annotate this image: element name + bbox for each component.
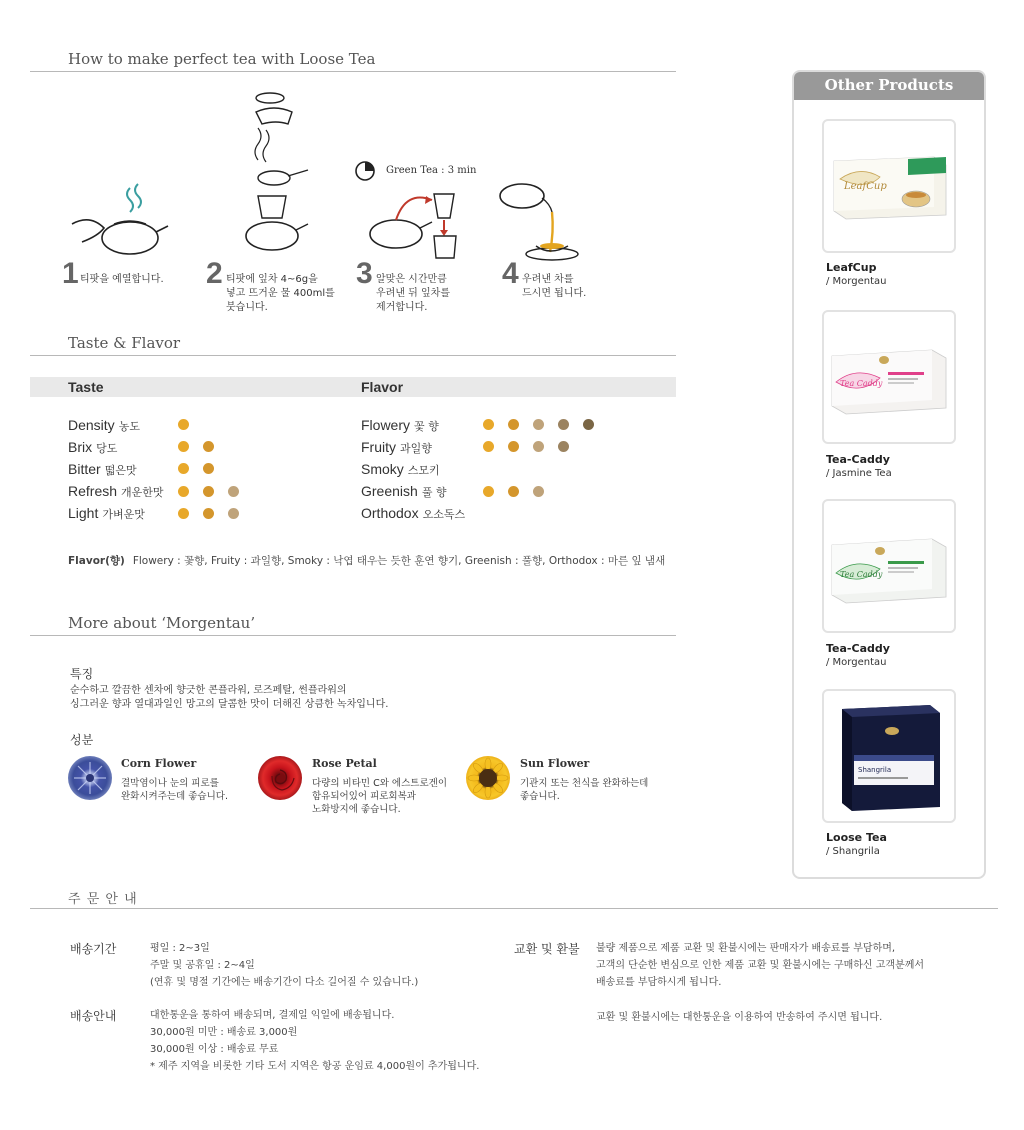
taste-light-row [68, 505, 145, 522]
how-to-divider [30, 71, 676, 72]
exchange-line-3: 배송료를 부담하시게 됩니다. [596, 977, 722, 988]
exchange-line-1: 불량 제품으로 제품 교환 및 환불시에는 판매자가 배송료를 부담하며, [596, 943, 896, 954]
how-to-title: How to make perfect tea with Loose Tea [68, 50, 376, 68]
rating-dot [203, 508, 214, 519]
product-teacaddy-morgentau-name[interactable]: Tea-Caddy [826, 642, 890, 655]
sun-flower-image [466, 756, 510, 800]
taste-light-label: Light [68, 505, 99, 521]
delivery-guide-line-4: * 제주 지역을 비롯한 기타 도서 지역은 항공 운임료 4,000원이 추가됩니다. [150, 1061, 480, 1072]
product-teacaddy-morgentau-thumbnail[interactable] [822, 499, 956, 633]
rating-dot [203, 463, 214, 474]
exchange-note: 교환 및 환불시에는 대한통운을 이용하여 반송하여 주시면 됩니다. [596, 1012, 883, 1023]
order-info-title: 주 문 안 내 [68, 892, 138, 907]
taste-bitter-row [68, 461, 137, 478]
flavor-orthodox-row [361, 505, 465, 522]
flavor-smoky-ko: 스모키 [407, 464, 440, 477]
leafcup-box-image [824, 121, 954, 251]
product-teacaddy-morgentau-sub: / Morgentau [826, 657, 887, 668]
order-info-divider [30, 908, 998, 909]
rating-dot [533, 441, 544, 452]
corn-flower-name: Corn Flower [121, 757, 197, 770]
rose-petal-desc: 다량의 비타민 C와 에스트로겐이 함유되어있어 피로회복과 노화방지에 좋습니다. [312, 778, 447, 815]
rating-dot [178, 508, 189, 519]
product-loosetea-shangrila-thumbnail[interactable] [822, 689, 956, 823]
feature-text-1: 순수하고 깔끔한 센차에 향긋한 콘플라워, 로즈페탈, 썬플라워의 [70, 685, 347, 696]
step-2-text: 티팟에 잎차 4~6g을 넣고 뜨거운 물 400ml를 붓습니다. [226, 274, 335, 313]
flavor-legend [68, 553, 665, 568]
step-2-number: 2 [206, 257, 222, 290]
taste-flavor-divider [30, 355, 676, 356]
delivery-guide-line-2: 30,000원 미만 : 배송료 3,000원 [150, 1027, 298, 1038]
loosetea-shangrila-tin-image [824, 691, 954, 821]
delivery-period-line-1: 평일 : 2~3일 [150, 943, 210, 954]
rating-dot [178, 486, 189, 497]
rating-dot [508, 419, 519, 430]
rating-dot [533, 486, 544, 497]
step-1-text: 티팟을 예열합니다. [80, 274, 164, 285]
rating-dot [558, 419, 569, 430]
more-about-divider [30, 635, 676, 636]
flavor-greenish-ko: 풀 향 [421, 486, 447, 499]
taste-brix-row [68, 439, 117, 456]
product-leafcup-thumbnail[interactable] [822, 119, 956, 253]
taste-density-ko: 농도 [118, 420, 140, 433]
taste-light-ko: 가벼운맛 [102, 508, 145, 521]
taste-density-row [68, 417, 140, 434]
sun-flower-desc: 기관지 또는 천식을 완화하는데 좋습니다. [520, 778, 649, 802]
taste-bitter-label: Bitter [68, 461, 101, 477]
timer-label: Green Tea : 3 min [386, 165, 477, 176]
teacaddy-jasmine-box-image [824, 312, 954, 442]
taste-flavor-title: Taste & Flavor [68, 334, 181, 352]
rating-dot [178, 463, 189, 474]
rating-dot [203, 486, 214, 497]
rating-dot [508, 441, 519, 452]
taste-header: Taste [68, 379, 104, 395]
delivery-guide-label: 배송안내 [70, 1009, 117, 1023]
flavor-smoky-label: Smoky [361, 461, 404, 477]
corn-flower-desc: 결막염이나 눈의 피로를 완화시켜주는데 좋습니다. [121, 778, 228, 802]
flavor-flowery-ko: 꽃 향 [414, 420, 439, 433]
sun-flower-name: Sun Flower [520, 757, 590, 770]
taste-refresh-ko: 개운한맛 [121, 486, 164, 499]
more-about-title: More about ‘Morgentau’ [68, 614, 256, 632]
rating-dot [178, 419, 189, 430]
rating-dot [483, 419, 494, 430]
flavor-orthodox-label: Orthodox [361, 505, 419, 521]
product-loosetea-shangrila-name[interactable]: Loose Tea [826, 831, 887, 844]
rating-dot [228, 508, 239, 519]
step2-pour-illustration [236, 88, 316, 263]
other-products-title: Other Products [824, 76, 954, 94]
flavor-greenish-label: Greenish [361, 483, 418, 499]
delivery-guide-line-3: 30,000원 이상 : 배송료 무료 [150, 1044, 279, 1055]
flavor-flowery-label: Flowery [361, 417, 411, 433]
taste-refresh-row [68, 483, 164, 500]
feature-label: 특징 [70, 667, 94, 681]
rose-petal-image [258, 756, 302, 800]
rating-dot [508, 486, 519, 497]
delivery-period-line-3: (연휴 및 명절 기간에는 배송기간이 다소 길어질 수 있습니다.) [150, 977, 419, 988]
rating-dot [483, 486, 494, 497]
flavor-orthodox-ko: 오소독스 [422, 508, 466, 521]
flavor-fruity-label: Fruity [361, 439, 396, 455]
rating-dot [533, 419, 544, 430]
teacaddy-jasmine-box-label: Tea Caddy [840, 379, 883, 388]
step-4-text: 우려낸 차를 드시면 됩니다. [522, 274, 587, 299]
product-teacaddy-jasmine-thumbnail[interactable] [822, 310, 956, 444]
shangrila-tin-label: Shangrila [858, 766, 892, 774]
rose-petal-icon [258, 756, 302, 800]
leafcup-box-label: LeafCup [844, 181, 887, 192]
ingredients-label: 성분 [70, 733, 94, 747]
step-1-number: 1 [62, 257, 78, 290]
delivery-period-label: 배송기간 [70, 942, 117, 956]
taste-flavor-header-bar [30, 377, 676, 397]
flavor-smoky-row [361, 461, 440, 478]
rating-dot [228, 486, 239, 497]
taste-density-label: Density [68, 417, 115, 433]
flavor-fruity-ko: 과일향 [400, 442, 432, 455]
flavor-flowery-row [361, 417, 439, 434]
rating-dot [203, 441, 214, 452]
taste-refresh-label: Refresh [68, 483, 118, 499]
flavor-legend-text: Flowery : 꽃향, Fruity : 과일향, Smoky : 낙엽 태우는 듯한 훈연 향기, Greenish : 풀향, Orthodox : 마른 잎 냄새 [132, 555, 666, 567]
rose-petal-name: Rose Petal [312, 757, 377, 770]
flavor-fruity-row [361, 439, 432, 456]
exchange-label: 교환 및 환불 [514, 942, 580, 956]
rating-dot [583, 419, 594, 430]
teacaddy-morgentau-box-label: Tea Caddy [840, 570, 883, 579]
rating-dot [558, 441, 569, 452]
exchange-line-2: 고객의 단순한 변심으로 인한 제품 교환 및 환불시에는 구매하신 고객분께서 [596, 960, 925, 971]
delivery-period-line-2: 주말 및 공휴일 : 2~4일 [150, 960, 255, 971]
step1-teapot-illustration [70, 180, 170, 260]
rating-dot [178, 441, 189, 452]
flavor-greenish-row [361, 483, 447, 500]
product-leafcup-sub: / Morgentau [826, 276, 887, 287]
product-leafcup-name[interactable]: LeafCup [826, 261, 877, 274]
feature-text-2: 싱그러운 향과 열대과일인 망고의 달콤한 맛이 더해진 상큼한 녹차입니다. [70, 699, 389, 710]
flavor-legend-label: Flavor(향) [68, 555, 125, 567]
product-teacaddy-jasmine-name[interactable]: Tea-Caddy [826, 453, 890, 466]
sun-flower-icon [466, 756, 510, 800]
flavor-header: Flavor [361, 379, 404, 395]
taste-bitter-ko: 떫은맛 [104, 464, 137, 477]
product-teacaddy-jasmine-sub: / Jasmine Tea [826, 468, 892, 479]
rating-dot [483, 441, 494, 452]
step-4-number: 4 [502, 257, 518, 290]
teacaddy-morgentau-box-image [824, 501, 954, 631]
corn-flower-icon [68, 756, 112, 800]
timer-icon [354, 160, 376, 182]
corn-flower-image [68, 756, 112, 800]
step-3-text: 알맞은 시간만큼 우려낸 뒤 잎차를 제거합니다. [376, 274, 450, 313]
step-3-number: 3 [356, 257, 372, 290]
taste-brix-ko: 당도 [96, 442, 118, 455]
taste-brix-label: Brix [68, 439, 93, 455]
step3-strain-illustration [360, 186, 470, 262]
product-loosetea-shangrila-sub: / Shangrila [826, 846, 880, 857]
step4-serve-illustration [496, 176, 586, 266]
delivery-guide-line-1: 대한통운을 통하여 배송되며, 결제일 익일에 배송됩니다. [150, 1010, 395, 1021]
